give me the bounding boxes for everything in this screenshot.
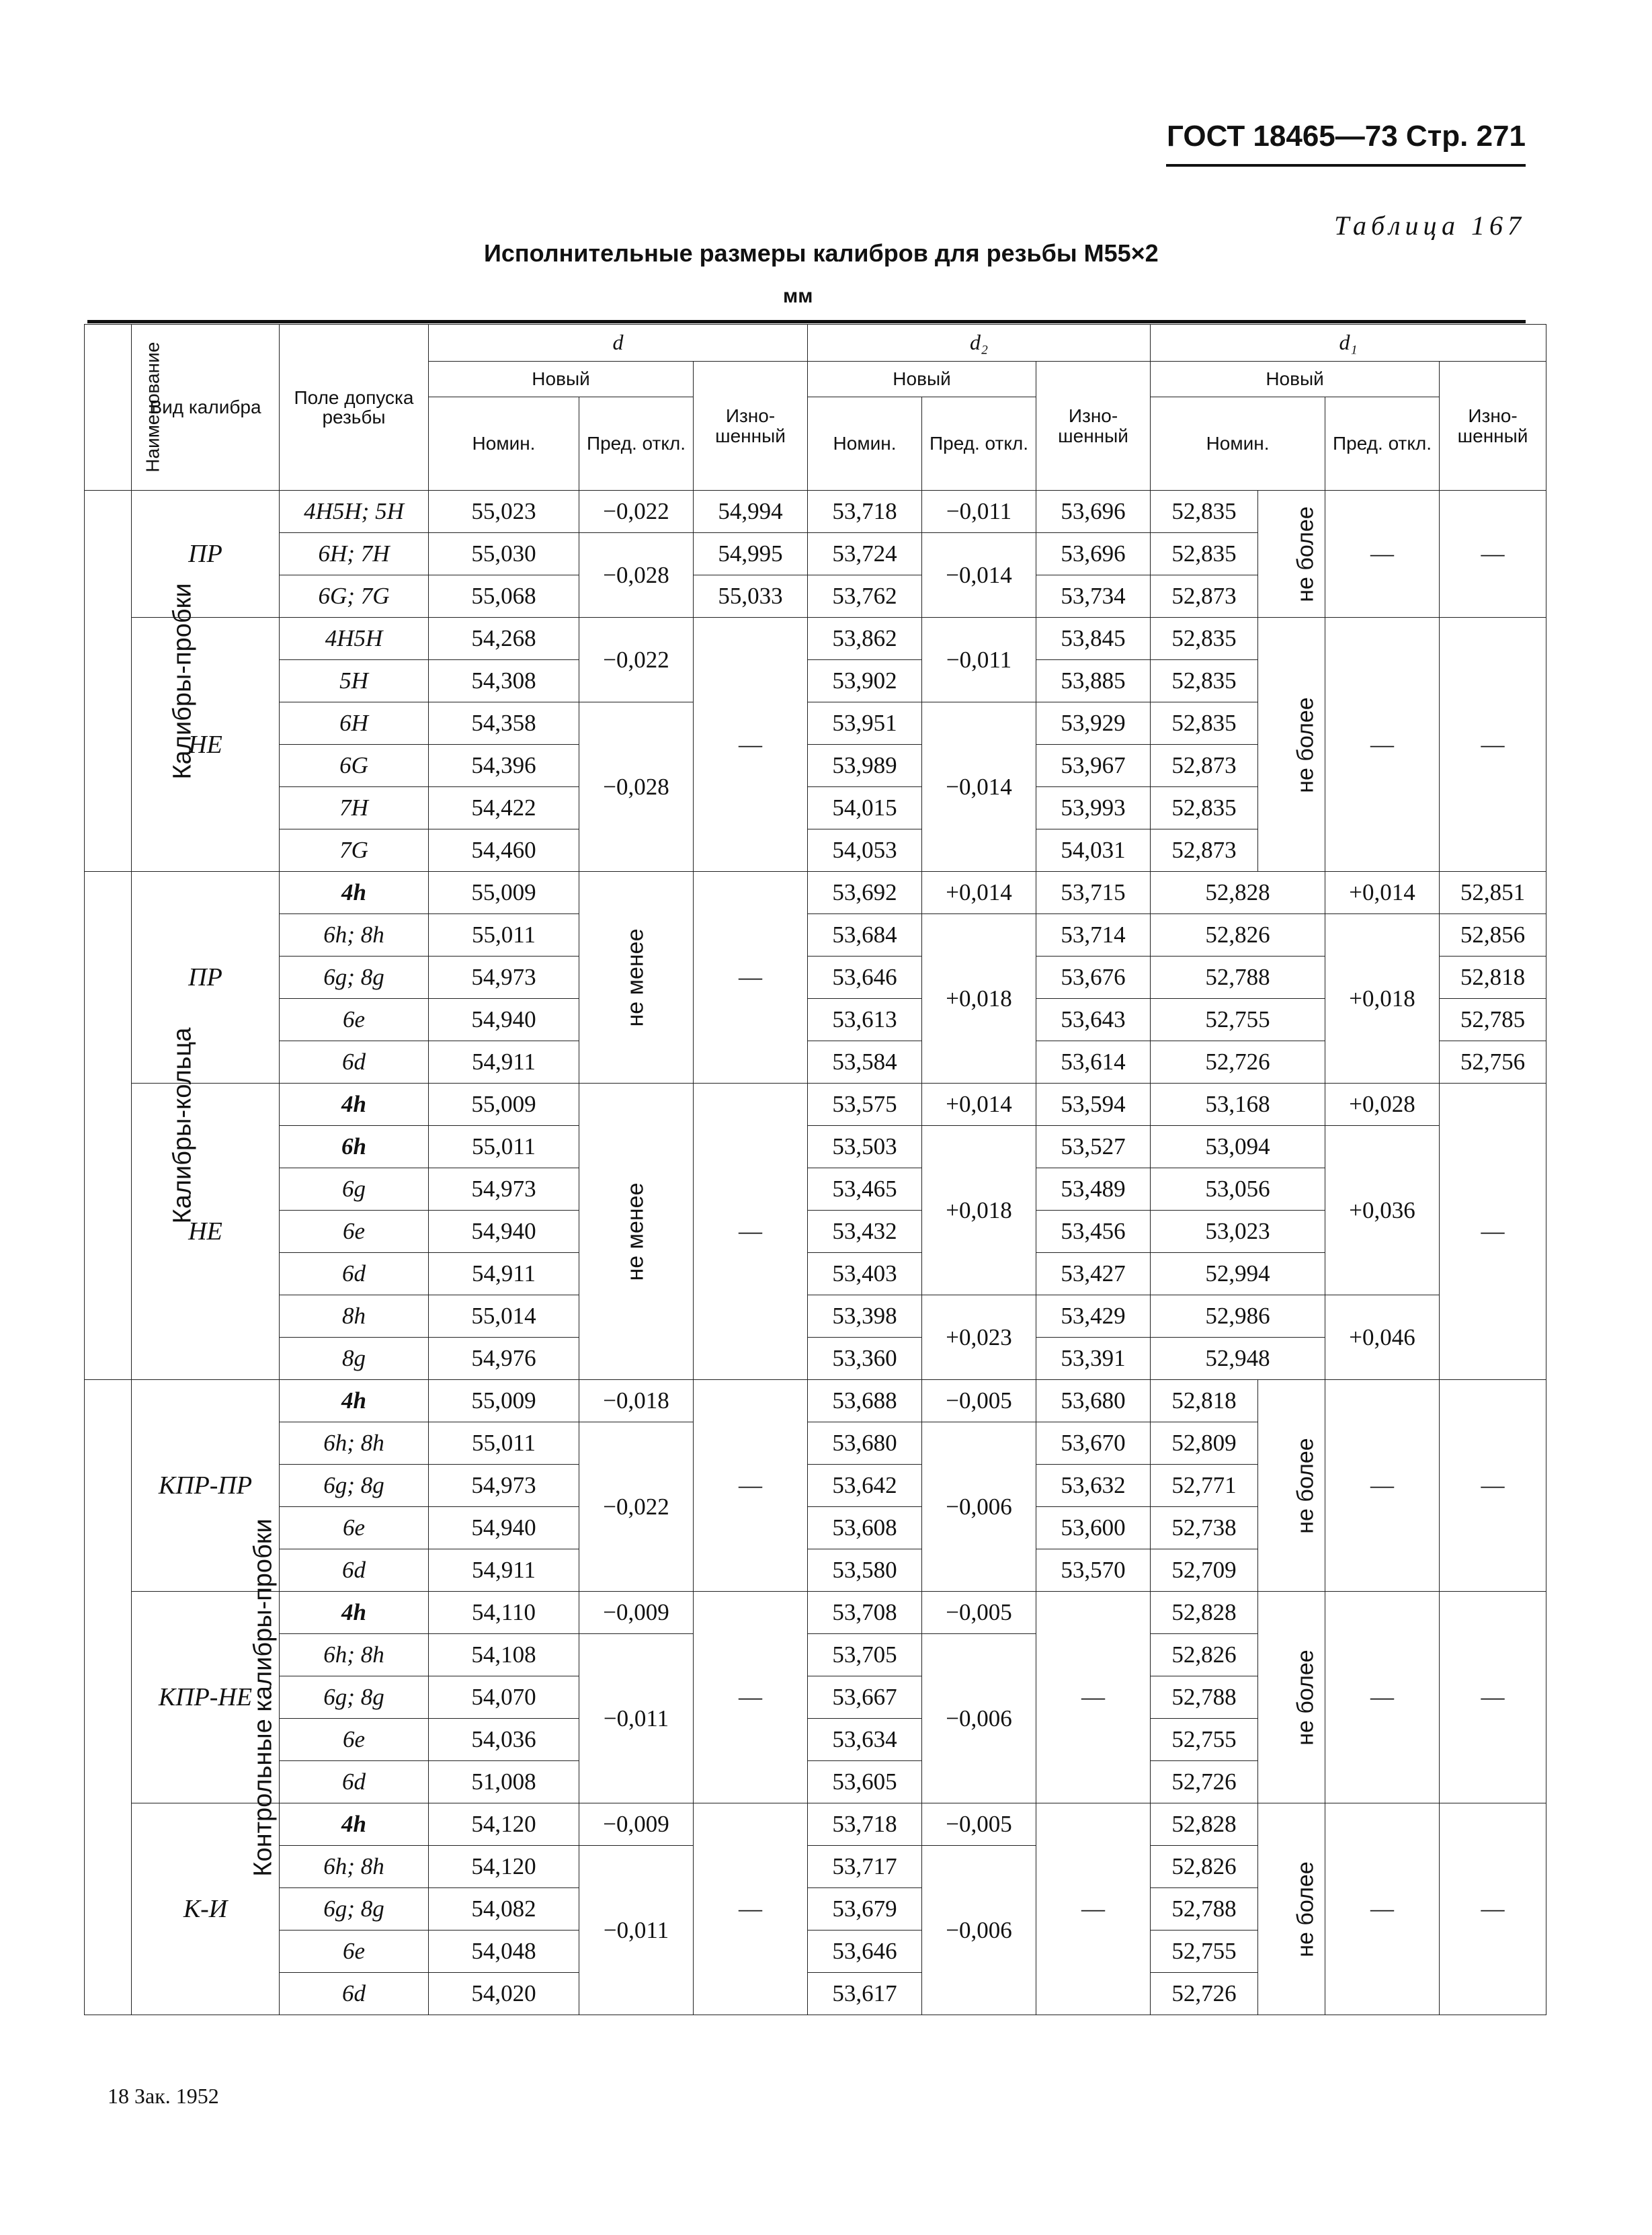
d-nominal: 55,030 bbox=[429, 533, 579, 575]
d1-nominal: 52,755 bbox=[1151, 1931, 1258, 1973]
d2-deviation: +0,018 bbox=[922, 914, 1036, 1084]
d1-worn: — bbox=[1440, 491, 1546, 618]
d1-nominal: 52,726 bbox=[1151, 1973, 1258, 2015]
d-nominal: 54,396 bbox=[429, 745, 579, 787]
d2-deviation: −0,006 bbox=[922, 1422, 1036, 1592]
d2-worn: 53,929 bbox=[1036, 702, 1151, 745]
d2-worn: 53,680 bbox=[1036, 1380, 1151, 1422]
d1-nominal: 52,755 bbox=[1151, 1719, 1258, 1761]
d-nominal: 54,976 bbox=[429, 1338, 579, 1380]
d1-nominal: 52,709 bbox=[1151, 1549, 1258, 1592]
d2-nominal: 53,680 bbox=[808, 1422, 922, 1465]
table-body bbox=[85, 325, 1546, 2015]
group-label: Калибры-кольца bbox=[85, 872, 132, 1380]
table-caption: Таблица 167 bbox=[1334, 210, 1526, 241]
d2-nominal: 53,684 bbox=[808, 914, 922, 957]
col-header-dev-d2: Пред. откл. bbox=[922, 397, 1036, 491]
d2-nominal: 53,580 bbox=[808, 1549, 922, 1592]
d1-worn: — bbox=[1440, 1084, 1546, 1380]
d-nominal: 54,973 bbox=[429, 1465, 579, 1507]
d2-nominal: 53,584 bbox=[808, 1041, 922, 1084]
d1-nominal: 52,835 bbox=[1151, 618, 1258, 660]
d2-deviation: −0,014 bbox=[922, 702, 1036, 872]
d2-deviation: +0,014 bbox=[922, 1084, 1036, 1126]
d-nominal: 54,308 bbox=[429, 660, 579, 702]
header-row-1 bbox=[85, 325, 1546, 362]
tolerance-field: 6d bbox=[280, 1761, 429, 1803]
d1-worn: — bbox=[1440, 1592, 1546, 1803]
tolerance-field: 6h bbox=[280, 1126, 429, 1168]
table-row bbox=[85, 491, 1546, 533]
gauge-kind: КПР-НЕ bbox=[132, 1592, 280, 1803]
d2-deviation: +0,018 bbox=[922, 1126, 1036, 1295]
d-nominal: 55,011 bbox=[429, 1422, 579, 1465]
d2-nominal: 53,403 bbox=[808, 1253, 922, 1295]
d-nominal: 54,940 bbox=[429, 1507, 579, 1549]
d2-worn: 53,670 bbox=[1036, 1422, 1151, 1465]
d1-worn: 52,756 bbox=[1440, 1041, 1546, 1084]
d-deviation: −0,022 bbox=[579, 618, 694, 702]
d-nominal: 54,973 bbox=[429, 957, 579, 999]
tolerance-field: 6d bbox=[280, 1973, 429, 2015]
d-worn: — bbox=[694, 1592, 808, 1803]
d-nominal: 55,009 bbox=[429, 1380, 579, 1422]
d1-nominal: 52,788 bbox=[1151, 1676, 1258, 1719]
d1-worn: 52,851 bbox=[1440, 872, 1546, 914]
d-deviation: −0,009 bbox=[579, 1592, 694, 1634]
d2-deviation: +0,014 bbox=[922, 872, 1036, 914]
table-row bbox=[85, 1295, 1546, 1338]
gauge-kind: ПР bbox=[132, 872, 280, 1084]
col-header-new-d1: Новый bbox=[1151, 362, 1440, 397]
d2-nominal: 54,053 bbox=[808, 829, 922, 872]
group-label: Контрольные калибры-пробки bbox=[85, 1380, 132, 2015]
col-header-dev-d1: Пред. откл. bbox=[1325, 397, 1440, 491]
tolerance-field: 6e bbox=[280, 1211, 429, 1253]
d-nominal: 54,048 bbox=[429, 1931, 579, 1973]
d1-nominal: 52,873 bbox=[1151, 745, 1258, 787]
d-nominal: 54,422 bbox=[429, 787, 579, 829]
d1-nominal: 53,094 bbox=[1151, 1126, 1325, 1168]
d2-nominal: 53,642 bbox=[808, 1465, 922, 1507]
d2-nominal: 53,951 bbox=[808, 702, 922, 745]
gauge-dimensions-table bbox=[84, 324, 1546, 2015]
col-header-worn-d: Изно-шенный bbox=[694, 362, 808, 491]
d-deviation: −0,028 bbox=[579, 533, 694, 618]
d2-nominal: 53,762 bbox=[808, 575, 922, 618]
table-row bbox=[85, 872, 1546, 914]
col-header-d1: d₁ bbox=[1151, 325, 1546, 362]
d1-deviation: +0,014 bbox=[1325, 872, 1440, 914]
d1-nominal: 52,994 bbox=[1151, 1253, 1325, 1295]
tolerance-field: 6h; 8h bbox=[280, 1422, 429, 1465]
d2-nominal: 53,503 bbox=[808, 1126, 922, 1168]
d1-note: не более bbox=[1258, 1803, 1325, 2015]
d2-nominal: 53,605 bbox=[808, 1761, 922, 1803]
d1-nominal: 52,826 bbox=[1151, 1634, 1258, 1676]
d1-worn: 52,785 bbox=[1440, 999, 1546, 1041]
d1-nominal: 52,828 bbox=[1151, 872, 1325, 914]
tolerance-field: 6h; 8h bbox=[280, 1634, 429, 1676]
d1-nominal: 53,023 bbox=[1151, 1211, 1325, 1253]
col-header-new-d2: Новый bbox=[808, 362, 1036, 397]
d1-nominal: 52,835 bbox=[1151, 491, 1258, 533]
d2-nominal: 53,692 bbox=[808, 872, 922, 914]
gauge-kind: НЕ bbox=[132, 1084, 280, 1380]
d-nominal: 51,008 bbox=[429, 1761, 579, 1803]
d2-nominal: 53,989 bbox=[808, 745, 922, 787]
d2-worn: 53,427 bbox=[1036, 1253, 1151, 1295]
d2-worn: 53,734 bbox=[1036, 575, 1151, 618]
d1-nominal: 52,828 bbox=[1151, 1592, 1258, 1634]
tolerance-field: 6e bbox=[280, 999, 429, 1041]
d-worn: — bbox=[694, 618, 808, 872]
d-deviation: −0,022 bbox=[579, 1422, 694, 1592]
tolerance-field: 4h bbox=[280, 872, 429, 914]
tolerance-field: 6e bbox=[280, 1719, 429, 1761]
gauge-kind: КПР-ПР bbox=[132, 1380, 280, 1592]
tolerance-field: 4H5H bbox=[280, 618, 429, 660]
d2-worn: 53,643 bbox=[1036, 999, 1151, 1041]
gauge-kind: К-И bbox=[132, 1803, 280, 2015]
tolerance-field: 4h bbox=[280, 1803, 429, 1846]
d2-nominal: 53,646 bbox=[808, 1931, 922, 1973]
d2-worn: 53,967 bbox=[1036, 745, 1151, 787]
d-nominal: 55,009 bbox=[429, 1084, 579, 1126]
d-worn: — bbox=[694, 872, 808, 1084]
d2-deviation: −0,005 bbox=[922, 1592, 1036, 1634]
d1-worn: 52,818 bbox=[1440, 957, 1546, 999]
d1-nominal: 52,826 bbox=[1151, 914, 1325, 957]
d2-worn: 53,715 bbox=[1036, 872, 1151, 914]
tolerance-field: 4h bbox=[280, 1084, 429, 1126]
d-worn: — bbox=[694, 1084, 808, 1380]
d2-nominal: 53,608 bbox=[808, 1507, 922, 1549]
tolerance-field: 8h bbox=[280, 1295, 429, 1338]
tolerance-field: 6h; 8h bbox=[280, 914, 429, 957]
table-title: Исполнительные размеры калибров для резьбы М55×2 bbox=[484, 239, 1159, 267]
header-rule bbox=[1166, 164, 1526, 167]
d2-nominal: 53,465 bbox=[808, 1168, 922, 1211]
d1-deviation: — bbox=[1325, 1380, 1440, 1592]
d-nominal: 54,268 bbox=[429, 618, 579, 660]
col-header-nom-d1: Номин. bbox=[1151, 397, 1325, 491]
d1-note: не более bbox=[1258, 1592, 1325, 1803]
d-nominal: 55,011 bbox=[429, 914, 579, 957]
d2-deviation: −0,011 bbox=[922, 491, 1036, 533]
tolerance-field: 8g bbox=[280, 1338, 429, 1380]
d2-deviation: −0,006 bbox=[922, 1634, 1036, 1803]
d1-nominal: 53,056 bbox=[1151, 1168, 1325, 1211]
d2-nominal: 53,617 bbox=[808, 1973, 922, 2015]
tolerance-field: 6g; 8g bbox=[280, 1888, 429, 1931]
d1-nominal: 52,826 bbox=[1151, 1846, 1258, 1888]
tolerance-field: 6G; 7G bbox=[280, 575, 429, 618]
d1-nominal: 52,738 bbox=[1151, 1507, 1258, 1549]
d2-nominal: 53,646 bbox=[808, 957, 922, 999]
col-header-d: d bbox=[429, 325, 808, 362]
d-nominal: 55,023 bbox=[429, 491, 579, 533]
d2-worn: 53,570 bbox=[1036, 1549, 1151, 1592]
d1-deviation: — bbox=[1325, 491, 1440, 618]
d2-nominal: 53,432 bbox=[808, 1211, 922, 1253]
d-nominal: 54,120 bbox=[429, 1803, 579, 1846]
d2-worn: 53,845 bbox=[1036, 618, 1151, 660]
d1-worn: — bbox=[1440, 1803, 1546, 2015]
d-nominal: 54,036 bbox=[429, 1719, 579, 1761]
d1-nominal: 53,168 bbox=[1151, 1084, 1325, 1126]
table-row bbox=[85, 1084, 1546, 1126]
d1-deviation: +0,046 bbox=[1325, 1295, 1440, 1380]
d-nominal: 54,940 bbox=[429, 999, 579, 1041]
d2-nominal: 53,398 bbox=[808, 1295, 922, 1338]
d2-nominal: 53,718 bbox=[808, 1803, 922, 1846]
d1-nominal: 52,771 bbox=[1151, 1465, 1258, 1507]
tolerance-field: 4H5H; 5H bbox=[280, 491, 429, 533]
d1-worn: — bbox=[1440, 618, 1546, 872]
d-nominal: 54,108 bbox=[429, 1634, 579, 1676]
d-nominal: 54,973 bbox=[429, 1168, 579, 1211]
table-row bbox=[85, 1126, 1546, 1168]
d2-nominal: 53,717 bbox=[808, 1846, 922, 1888]
d2-worn: — bbox=[1036, 1803, 1151, 2015]
d-deviation: −0,022 bbox=[579, 491, 694, 533]
d-worn: — bbox=[694, 1803, 808, 2015]
tolerance-field: 6H bbox=[280, 702, 429, 745]
gauge-kind: ПР bbox=[132, 491, 280, 618]
d1-worn: — bbox=[1440, 1380, 1546, 1592]
table-row bbox=[85, 1592, 1546, 1634]
d1-nominal: 52,986 bbox=[1151, 1295, 1325, 1338]
d2-nominal: 53,902 bbox=[808, 660, 922, 702]
d1-nominal: 52,755 bbox=[1151, 999, 1325, 1041]
d-worn: 54,995 bbox=[694, 533, 808, 575]
d-deviation: −0,011 bbox=[579, 1846, 694, 2015]
d1-nominal: 52,726 bbox=[1151, 1041, 1325, 1084]
d2-worn: 53,993 bbox=[1036, 787, 1151, 829]
tolerance-field: 6d bbox=[280, 1253, 429, 1295]
d1-nominal: 52,873 bbox=[1151, 829, 1258, 872]
d2-nominal: 53,705 bbox=[808, 1634, 922, 1676]
d-note: не менее bbox=[579, 872, 694, 1084]
table-row bbox=[85, 1380, 1546, 1422]
d1-nominal: 52,809 bbox=[1151, 1422, 1258, 1465]
d1-nominal: 52,818 bbox=[1151, 1380, 1258, 1422]
d2-worn: 53,632 bbox=[1036, 1465, 1151, 1507]
d1-nominal: 52,726 bbox=[1151, 1761, 1258, 1803]
d-nominal: 54,120 bbox=[429, 1846, 579, 1888]
d-nominal: 54,911 bbox=[429, 1253, 579, 1295]
tolerance-field: 5H bbox=[280, 660, 429, 702]
group-label: Калибры-пробки bbox=[85, 491, 132, 872]
units-label: мм bbox=[783, 285, 813, 307]
tolerance-field: 7H bbox=[280, 787, 429, 829]
col-header-field: Поле допуска резьбы bbox=[280, 325, 429, 491]
d-deviation: −0,018 bbox=[579, 1380, 694, 1422]
col-header-kind: Вид калибра bbox=[132, 325, 280, 491]
d1-deviation: +0,028 bbox=[1325, 1084, 1440, 1126]
tolerance-field: 6G bbox=[280, 745, 429, 787]
d-nominal: 55,014 bbox=[429, 1295, 579, 1338]
d2-worn: 53,594 bbox=[1036, 1084, 1151, 1126]
d2-nominal: 53,360 bbox=[808, 1338, 922, 1380]
d-deviation: −0,009 bbox=[579, 1803, 694, 1846]
tolerance-field: 6e bbox=[280, 1931, 429, 1973]
d1-nominal: 52,835 bbox=[1151, 533, 1258, 575]
tolerance-field: 6d bbox=[280, 1549, 429, 1592]
table-top-rule bbox=[87, 320, 1526, 323]
d1-nominal: 52,788 bbox=[1151, 1888, 1258, 1931]
d2-worn: 53,614 bbox=[1036, 1041, 1151, 1084]
d1-deviation: +0,036 bbox=[1325, 1126, 1440, 1295]
d1-nominal: 52,835 bbox=[1151, 787, 1258, 829]
col-header-worn-d1: Изно-шенный bbox=[1440, 362, 1546, 491]
gauge-kind: НЕ bbox=[132, 618, 280, 872]
d-worn: 54,994 bbox=[694, 491, 808, 533]
d-deviation: −0,011 bbox=[579, 1634, 694, 1803]
tolerance-field: 7G bbox=[280, 829, 429, 872]
tolerance-field: 6g; 8g bbox=[280, 957, 429, 999]
d2-worn: 53,489 bbox=[1036, 1168, 1151, 1211]
d1-deviation: — bbox=[1325, 618, 1440, 872]
col-header-nom-d: Номин. bbox=[429, 397, 579, 491]
d1-nominal: 52,788 bbox=[1151, 957, 1325, 999]
d-nominal: 54,940 bbox=[429, 1211, 579, 1253]
d-nominal: 55,009 bbox=[429, 872, 579, 914]
d-nominal: 55,011 bbox=[429, 1126, 579, 1168]
d1-deviation: — bbox=[1325, 1803, 1440, 2015]
col-header-nom-d2: Номин. bbox=[808, 397, 922, 491]
d2-nominal: 53,575 bbox=[808, 1084, 922, 1126]
d-nominal: 54,460 bbox=[429, 829, 579, 872]
d2-deviation: +0,023 bbox=[922, 1295, 1036, 1380]
d2-worn: 53,885 bbox=[1036, 660, 1151, 702]
d2-nominal: 53,679 bbox=[808, 1888, 922, 1931]
tolerance-field: 4h bbox=[280, 1380, 429, 1422]
d2-worn: 53,696 bbox=[1036, 491, 1151, 533]
d2-deviation: −0,005 bbox=[922, 1380, 1036, 1422]
table-row bbox=[85, 1803, 1546, 1846]
d2-deviation: −0,011 bbox=[922, 618, 1036, 702]
d1-nominal: 52,835 bbox=[1151, 702, 1258, 745]
d2-worn: 53,696 bbox=[1036, 533, 1151, 575]
page-footer: 18 Зак. 1952 bbox=[108, 2084, 219, 2108]
d2-nominal: 53,667 bbox=[808, 1676, 922, 1719]
d-nominal: 54,911 bbox=[429, 1041, 579, 1084]
d1-note: не более bbox=[1258, 491, 1325, 618]
d2-nominal: 53,613 bbox=[808, 999, 922, 1041]
d1-deviation: +0,018 bbox=[1325, 914, 1440, 1084]
d-worn: 55,033 bbox=[694, 575, 808, 618]
col-header-d2: d₂ bbox=[808, 325, 1151, 362]
d2-nominal: 53,718 bbox=[808, 491, 922, 533]
d-nominal: 54,110 bbox=[429, 1592, 579, 1634]
d2-worn: 53,600 bbox=[1036, 1507, 1151, 1549]
d2-nominal: 53,708 bbox=[808, 1592, 922, 1634]
d1-worn: 52,856 bbox=[1440, 914, 1546, 957]
tolerance-field: 6d bbox=[280, 1041, 429, 1084]
d-note: не менее bbox=[579, 1084, 694, 1380]
d2-nominal: 53,862 bbox=[808, 618, 922, 660]
d2-worn: 53,391 bbox=[1036, 1338, 1151, 1380]
d2-nominal: 53,634 bbox=[808, 1719, 922, 1761]
d-nominal: 54,358 bbox=[429, 702, 579, 745]
d1-note: не более bbox=[1258, 618, 1325, 872]
d2-worn: 53,676 bbox=[1036, 957, 1151, 999]
tolerance-field: 6g; 8g bbox=[280, 1676, 429, 1719]
d1-nominal: 52,835 bbox=[1151, 660, 1258, 702]
col-header-new-d: Новый bbox=[429, 362, 694, 397]
d-nominal: 54,070 bbox=[429, 1676, 579, 1719]
d2-nominal: 54,015 bbox=[808, 787, 922, 829]
d2-deviation: −0,014 bbox=[922, 533, 1036, 618]
d1-nominal: 52,873 bbox=[1151, 575, 1258, 618]
d2-deviation: −0,005 bbox=[922, 1803, 1036, 1846]
d2-nominal: 53,688 bbox=[808, 1380, 922, 1422]
d2-nominal: 53,724 bbox=[808, 533, 922, 575]
tolerance-field: 6g; 8g bbox=[280, 1465, 429, 1507]
d2-worn: 53,429 bbox=[1036, 1295, 1151, 1338]
d2-worn: 53,456 bbox=[1036, 1211, 1151, 1253]
table-row bbox=[85, 618, 1546, 660]
d-nominal: 55,068 bbox=[429, 575, 579, 618]
tolerance-field: 4h bbox=[280, 1592, 429, 1634]
d2-worn: — bbox=[1036, 1592, 1151, 1803]
d2-worn: 54,031 bbox=[1036, 829, 1151, 872]
d-nominal: 54,020 bbox=[429, 1973, 579, 2015]
tolerance-field: 6e bbox=[280, 1507, 429, 1549]
d-nominal: 54,911 bbox=[429, 1549, 579, 1592]
d2-worn: 53,527 bbox=[1036, 1126, 1151, 1168]
d-deviation: −0,028 bbox=[579, 702, 694, 872]
d2-deviation: −0,006 bbox=[922, 1846, 1036, 2015]
d1-nominal: 52,948 bbox=[1151, 1338, 1325, 1380]
d1-nominal: 52,828 bbox=[1151, 1803, 1258, 1846]
d-nominal: 54,082 bbox=[429, 1888, 579, 1931]
tolerance-field: 6H; 7H bbox=[280, 533, 429, 575]
col-header-name: Наименование bbox=[85, 325, 132, 491]
d1-note: не более bbox=[1258, 1380, 1325, 1592]
page-header: ГОСТ 18465—73 Стр. 271 bbox=[1167, 120, 1526, 153]
col-header-dev-d: Пред. откл. bbox=[579, 397, 694, 491]
d2-worn: 53,714 bbox=[1036, 914, 1151, 957]
d1-deviation: — bbox=[1325, 1592, 1440, 1803]
tolerance-field: 6h; 8h bbox=[280, 1846, 429, 1888]
col-header-worn-d2: Изно-шенный bbox=[1036, 362, 1151, 491]
table-row bbox=[85, 914, 1546, 957]
tolerance-field: 6g bbox=[280, 1168, 429, 1211]
d-worn: — bbox=[694, 1380, 808, 1592]
